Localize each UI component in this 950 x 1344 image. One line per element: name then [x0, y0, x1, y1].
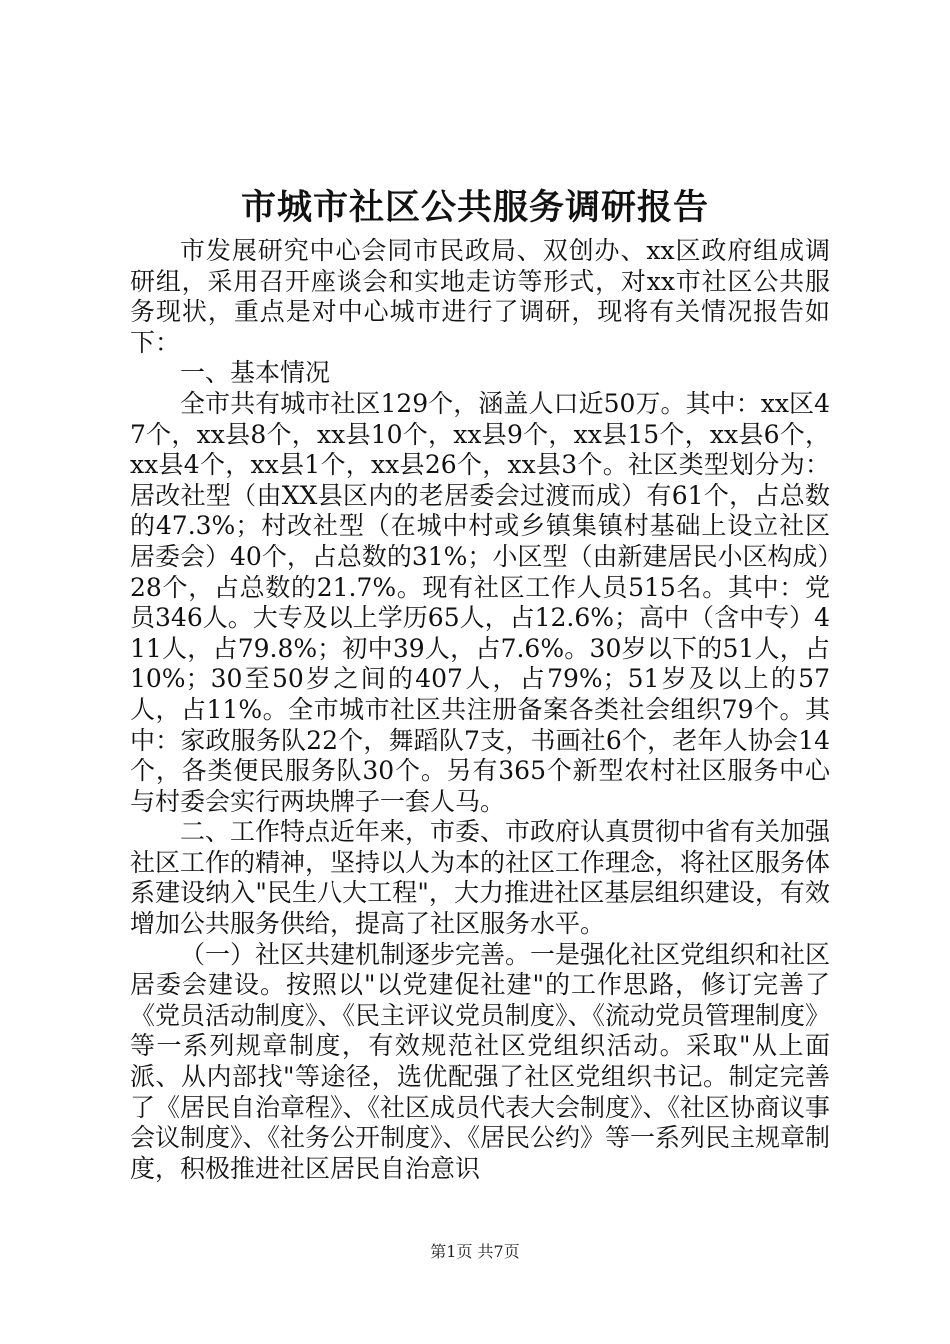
work-features-paragraph: 二、工作特点近年来，市委、市政府认真贯彻中省有关加强社区工作的精神，坚持以人为本的社区工作理念，将社区服务体系建设纳入"民生八大工程"，大力推进社区基层组织建设，有效增加公共服务供给，提高了社区服务水平。 [130, 817, 831, 939]
section-heading-basic-situation: 一、基本情况 [180, 358, 331, 388]
co-construction-paragraph: （一）社区共建机制逐步完善。一是强化社区党组织和社区居委会建设。按照以"以党建促社建"的工作思路，修订完善了《党员活动制度》、《民主评议党员制度》、《流动党员管理制度》等一系列规章制度，有效规范社区党组织活动。采取"从上面派、从内部找"等途径，选优配强了社区党组织书记。制定完善了《居民自治章程》、《社区成员代表大会制度》、《社区协商议事会议制度》、《社务公开制度》、《居民公约》等一系列民主规章制度，积极推进社区居民自治意识 [130, 939, 831, 1183]
page-number-footer: 第1页 共7页 [430, 1242, 520, 1261]
intro-paragraph: 市发展研究中心会同市民政局、双创办、xx区政府组成调研组，采用召开座谈会和实地走访等形式，对xx市社区公共服务现状，重点是对中心城市进行了调研，现将有关情况报告如下： [130, 236, 830, 357]
document-title: 市城市社区公共服务调研报告 [240, 187, 709, 228]
document-body [130, 236, 830, 1184]
basic-situation-paragraph: 全市共有城市社区129个，涵盖人口近50万。其中：xx区47个，xx县8个，xx县10个，xx县9个，xx县15个，xx县6个，xx县4个，xx县1个，xx县26个，xx县3个。社区类型划分为：居改社型（由XX县区内的老居委会过渡而成）有61个，占总数的47.3%；村改社型（在城中村或乡镇集镇村基础上设立社区居委会）40个，占总数的31%；小区型（由新建居民小区构成）28个，占总数的21.7%。现有社区工作人员515名。其中：党员346人。大专及以上学历65人，占12.6%；高中（含中专）411人，占79.8%；初中39人，占7.6%。30岁以下的51人，占10%；30至50岁之间的407人，占79%；51岁及以上的57人，占11%。全市城市社区共注册备案各类社会组织79个。其中：家政服务队22个，舞蹈队7支，书画社6个，老年人协会14个，各类便民服务队30个。另有365个新型农村社区服务中心与村委会实行两块牌子一套人马。 [130, 388, 830, 816]
